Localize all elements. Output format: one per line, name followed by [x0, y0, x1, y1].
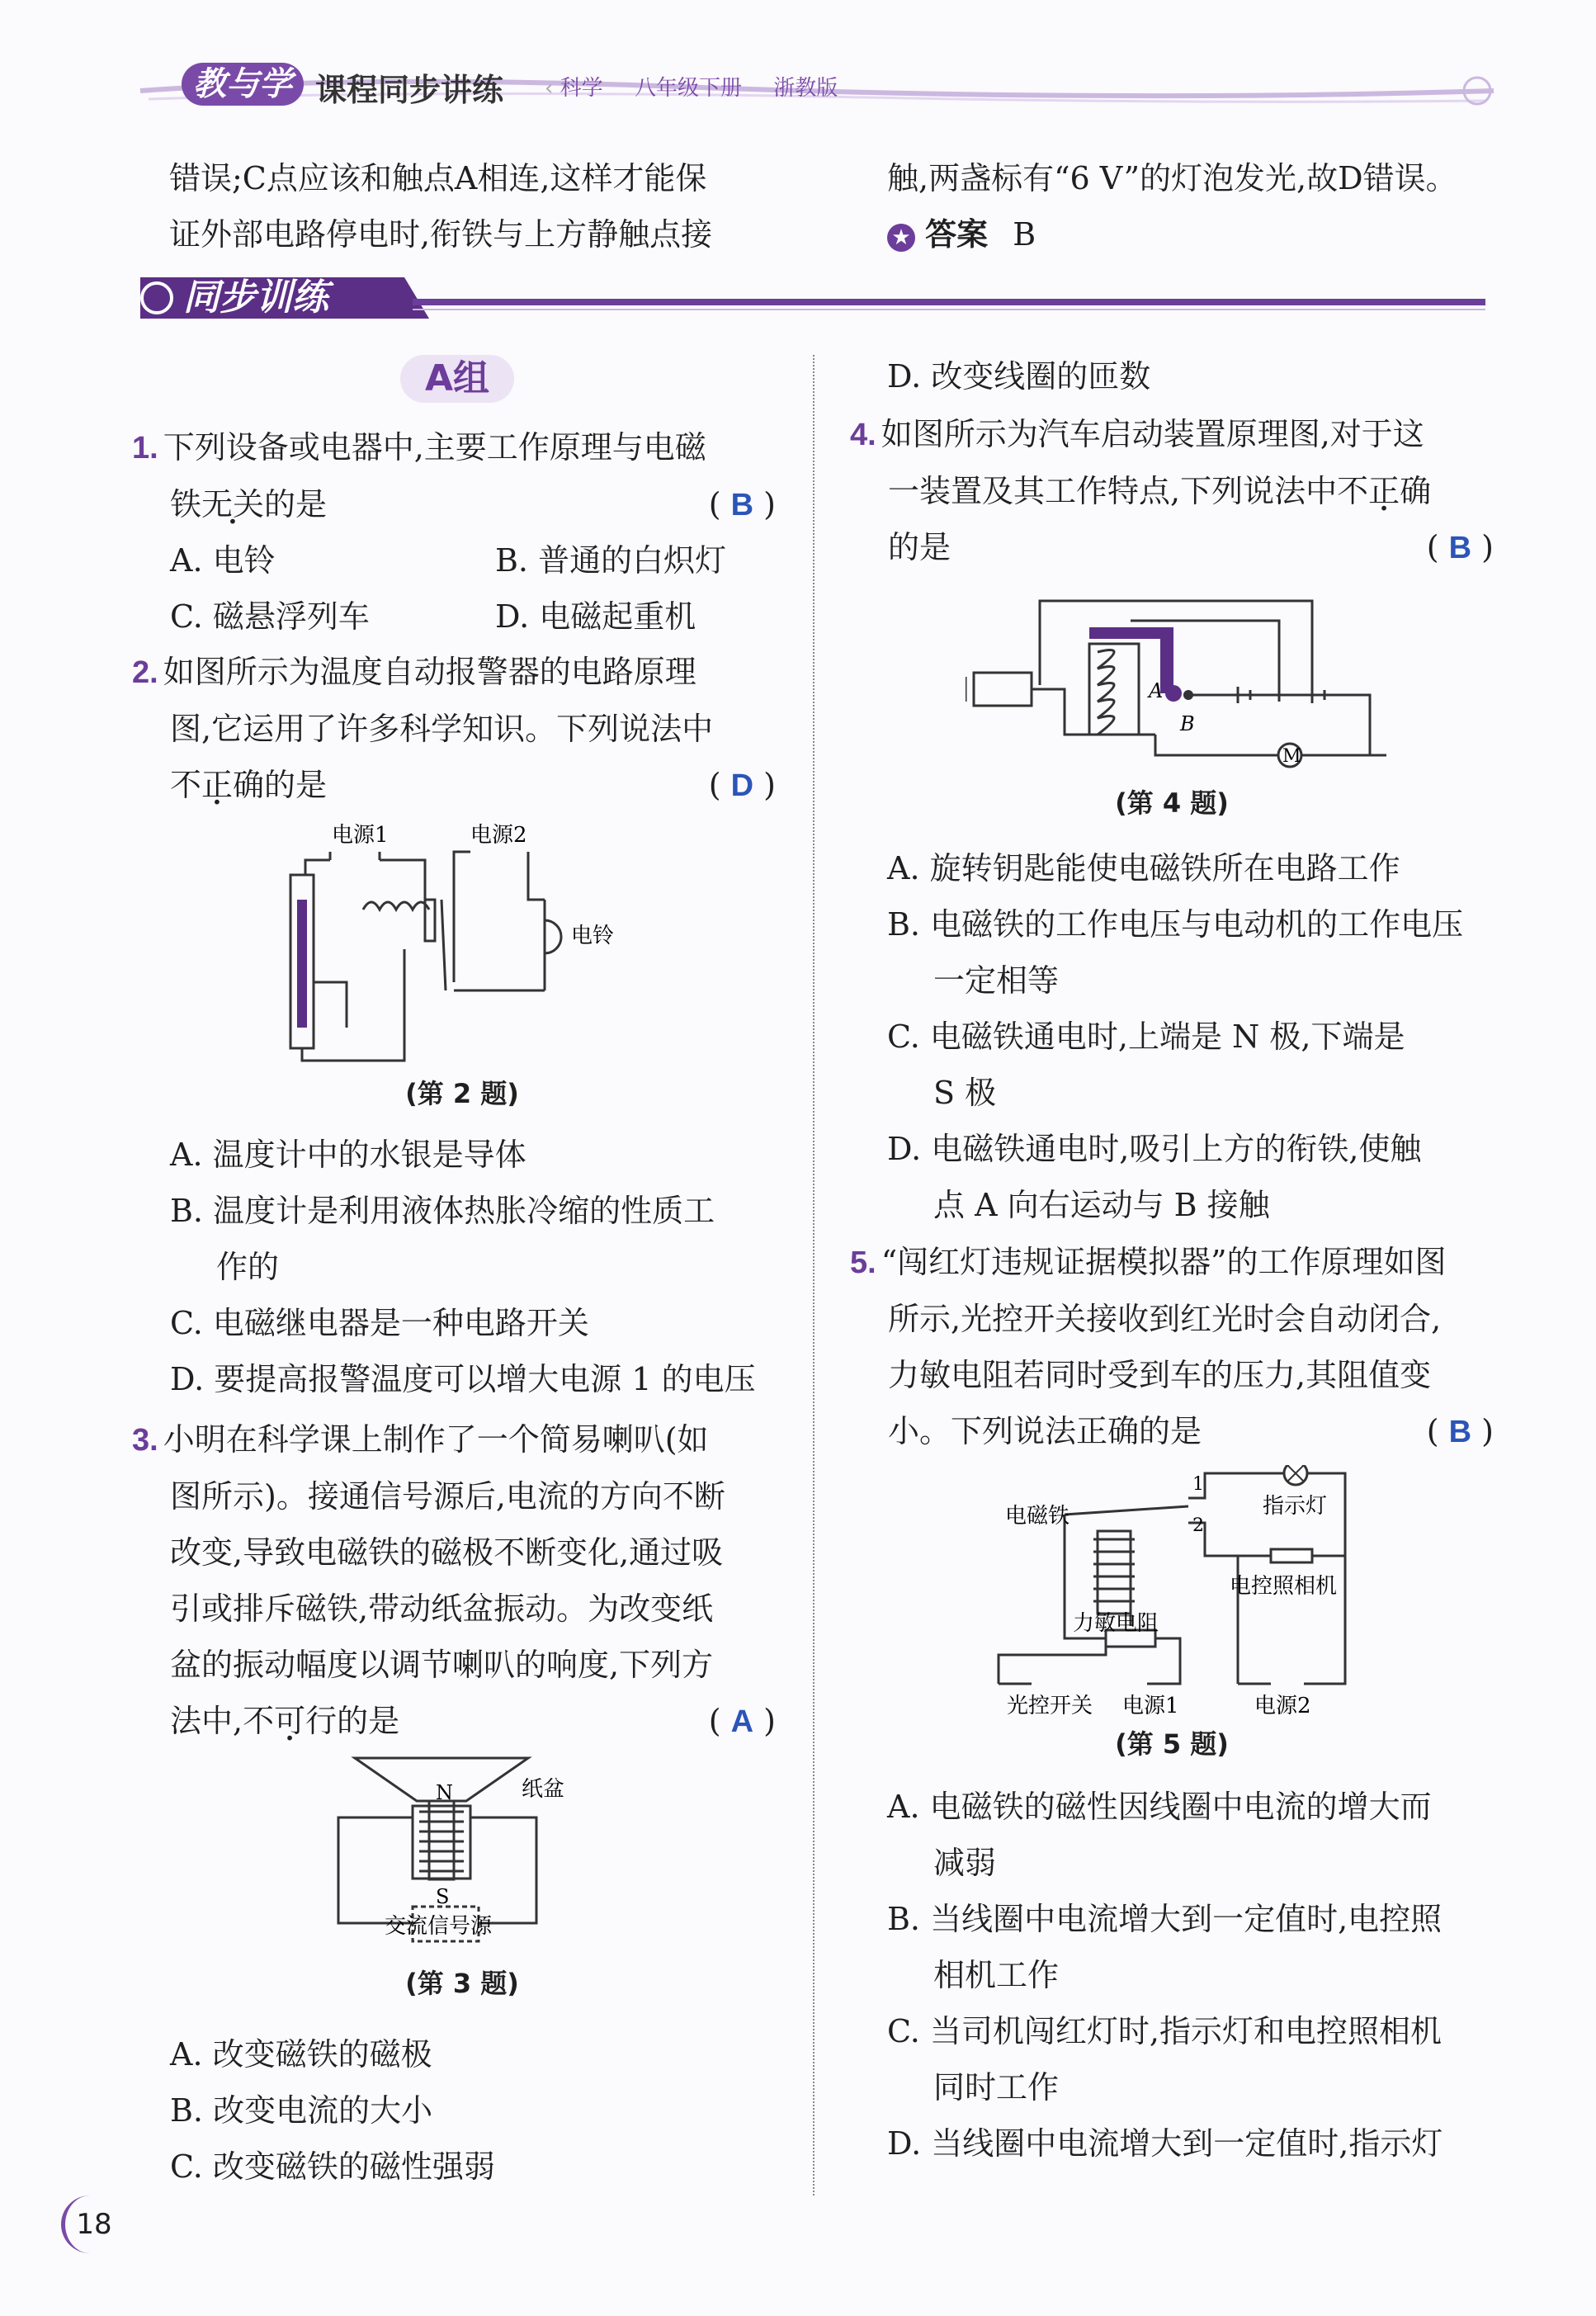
- q4-fig-motor: M: [1282, 746, 1301, 767]
- intro-left-line1: 错误;C点应该和触点A相连,这样才能保: [169, 160, 707, 196]
- group-title: A组: [400, 355, 514, 403]
- q5-line4: 小。下列说法正确的是: [888, 1413, 1202, 1449]
- q2-answer-paren: ( D ): [708, 767, 776, 803]
- q5-option-c-cont: 同时工作: [933, 2069, 1060, 2106]
- q5-options: [887, 1779, 1514, 2172]
- section-banner-bar: [132, 272, 1502, 324]
- q5-fig-lamp: 指示灯: [1263, 1494, 1328, 1519]
- q4-option-b-cont: 一定相等: [933, 962, 1060, 999]
- q2-stem-line3: [132, 757, 776, 813]
- q4-stem-line2: [850, 463, 1494, 519]
- q2-line3-post: 的是: [264, 767, 328, 803]
- q4-options: [887, 840, 1514, 1233]
- q3-answer: A: [730, 1704, 754, 1739]
- q3-figure: [330, 1750, 611, 1956]
- q3-stem-line6: [132, 1693, 776, 1749]
- q4-option-d-cont: 点 A 向右运动与 B 接触: [933, 1187, 1270, 1223]
- q4-option-c: C. 电磁铁通电时,上端是 N 极,下端是: [887, 1019, 1405, 1055]
- q1-line2-post: 的是: [264, 486, 328, 522]
- question-4: [850, 406, 1494, 575]
- q3-line3: 改变,导致电磁铁的磁极不断变化,通过吸: [170, 1534, 724, 1571]
- q5-figure: [990, 1465, 1370, 1721]
- q1-line2-pre: 铁: [170, 486, 202, 522]
- column-divider: [813, 355, 815, 2195]
- q4-caption: (第 4 题): [1115, 787, 1229, 819]
- q3-options: [170, 2026, 781, 2195]
- q2-fig-source2: 电源2: [470, 823, 527, 848]
- q3-caption: (第 3 题): [405, 1968, 519, 1999]
- q1-option-b: B. 普通的白炽灯: [495, 542, 727, 579]
- q4-line3: 的是: [888, 529, 951, 565]
- q5-option-c: C. 当司机闯红灯时,指示灯和电控照相机: [887, 2013, 1442, 2049]
- q3-fig-north: N: [436, 1781, 453, 1804]
- q4-answer: B: [1448, 531, 1472, 565]
- q5-line3: 力敏电阻若同时受到车的压力,其阻值变: [888, 1357, 1432, 1393]
- q3-emphasis: 不可行: [243, 1703, 338, 1739]
- q1-option-d: D. 电磁起重机: [495, 598, 696, 635]
- header-edition: 浙教版: [773, 76, 838, 101]
- q5-answer-paren: ( B ): [1426, 1413, 1494, 1449]
- question-2: [132, 644, 776, 813]
- q5-option-b: B. 当线圈中电流增大到一定值时,电控照: [887, 1901, 1443, 1937]
- q2-option-c: C. 电磁继电器是一种电路开关: [170, 1305, 589, 1341]
- q5-fig-camera: 电控照相机: [1230, 1574, 1338, 1599]
- intro-answer-value: B: [1013, 216, 1036, 253]
- q2-option-b-cont: 作的: [216, 1249, 280, 1285]
- q2-line2: 图,它运用了许多科学知识。下列说法中: [170, 711, 714, 747]
- q5-fig-source2: 电源2: [1254, 1694, 1311, 1718]
- q2-fig-source1: 电源1: [332, 823, 389, 848]
- q2-number: 2.: [132, 655, 158, 690]
- q3-line4: 引或排斥磁铁,带动纸盆振动。为改变纸: [170, 1590, 714, 1627]
- brand-logo: 教与学: [182, 63, 304, 106]
- q4-figure: [966, 578, 1386, 776]
- q5-fig-contact2: 2: [1192, 1515, 1204, 1536]
- header-subject: 科学: [560, 76, 603, 101]
- q4-answer-paren: ( B ): [1426, 529, 1494, 565]
- q3-option-d-col: [887, 348, 1514, 404]
- q4-fig-contact-a: A: [1149, 679, 1164, 702]
- q5-line1: “闯红灯违规证据模拟器”的工作原理如图: [881, 1244, 1447, 1280]
- section-banner: [132, 272, 1502, 324]
- intro-right-line1: 触,两盏标有“6 V”的灯泡发光,故D错误。: [887, 160, 1457, 196]
- question-3: [132, 1411, 776, 1749]
- q5-stem-line1: [850, 1234, 1494, 1291]
- q2-line1: 如图所示为温度自动报警器的电路原理: [163, 654, 696, 690]
- question-1: [132, 419, 776, 645]
- q2-caption: (第 2 题): [405, 1078, 519, 1109]
- q3-line6-post: 的是: [337, 1703, 400, 1739]
- q1-option-c: C. 磁悬浮列车: [170, 598, 370, 635]
- q1-options-row2: [132, 588, 776, 645]
- q3-option-b: B. 改变电流的大小: [170, 2092, 433, 2129]
- q1-emphasis: 无关: [201, 486, 265, 522]
- q5-line2: 所示,光控开关接收到红光时会自动闭合,: [888, 1301, 1442, 1337]
- q4-emphasis: 不正确: [1337, 473, 1432, 509]
- q5-fig-switch: 光控开关: [1007, 1694, 1093, 1718]
- page-number: [61, 2195, 123, 2253]
- q5-option-a: A. 电磁铁的磁性因线圈中电流的增大而: [887, 1789, 1432, 1825]
- intro-answer: [887, 206, 1514, 262]
- q2-option-a: A. 温度计中的水银是导体: [170, 1137, 526, 1173]
- q4-stem-line1: [850, 406, 1494, 463]
- q1-number: 1.: [132, 431, 158, 466]
- q3-stem-line1: [132, 1411, 776, 1468]
- q4-option-a: A. 旋转钥匙能使电磁铁所在电路工作: [887, 850, 1400, 886]
- q5-fig-source1: 电源1: [1122, 1694, 1179, 1718]
- question-5: [850, 1234, 1494, 1459]
- q1-answer: B: [730, 488, 754, 522]
- q3-line5: 盆的振动幅度以调节喇叭的响度,下列方: [170, 1647, 714, 1683]
- q5-option-a-cont: 减弱: [933, 1845, 997, 1881]
- page-header: [124, 58, 1510, 116]
- q3-fig-south: S: [436, 1885, 450, 1908]
- q1-option-a: A. 电铃: [170, 542, 276, 579]
- intro-right: [887, 150, 1514, 262]
- q5-answer: B: [1448, 1415, 1472, 1449]
- q2-stem-line1: [132, 644, 776, 701]
- q3-option-c: C. 改变磁铁的磁性强弱: [170, 2148, 495, 2185]
- q4-option-c-cont: S 极: [933, 1075, 997, 1111]
- q4-option-d: D. 电磁铁通电时,吸引上方的衔铁,使触: [887, 1131, 1422, 1167]
- q3-fig-cone: 纸盆: [522, 1777, 565, 1802]
- q1-stem-line2: [132, 476, 776, 532]
- section-title: 同步训练: [183, 277, 328, 319]
- q1-line1: 下列设备或电器中,主要工作原理与电磁: [163, 429, 706, 466]
- q3-line1: 小明在科学课上制作了一个简易喇叭(如: [163, 1421, 709, 1458]
- q2-options: [170, 1127, 781, 1407]
- q4-stem-line3: [850, 519, 1494, 575]
- header-title: 课程同步讲练: [315, 72, 504, 108]
- q3-fig-source: 交流信号源: [385, 1914, 493, 1939]
- q4-line2-pre: 一装置及其工作特点,下列说法中: [888, 473, 1338, 509]
- page-number-text: 18: [76, 2208, 112, 2241]
- intro-left-line2: 证外部电路停电时,衔铁与上方静触点接: [169, 216, 713, 253]
- q5-option-b-cont: 相机工作: [933, 1957, 1060, 1993]
- q5-caption: (第 5 题): [1115, 1728, 1229, 1760]
- q1-answer-paren: ( B ): [708, 486, 776, 522]
- q5-stem-line4: [850, 1403, 1494, 1459]
- q3-line6-pre: 法中,: [170, 1703, 243, 1739]
- intro-left: [169, 150, 780, 262]
- q1-options-row1: [132, 532, 776, 588]
- q4-line1: 如图所示为汽车启动装置原理图,对于这: [881, 416, 1424, 452]
- q3-answer-paren: ( A ): [708, 1703, 776, 1739]
- intro-answer-label: 答案: [925, 216, 989, 253]
- q5-fig-electromagnet: 电磁铁: [1005, 1504, 1070, 1529]
- q4-number: 4.: [850, 418, 876, 452]
- header-meta: ‹ 科学 八年级下册 浙教版: [545, 76, 838, 101]
- q5-fig-contact1: 1: [1192, 1474, 1204, 1495]
- q3-option-d: D. 改变线圈的匝数: [887, 358, 1151, 395]
- header-grade: 八年级下册: [634, 76, 742, 101]
- q3-option-a: A. 改变磁铁的磁极: [170, 2036, 432, 2073]
- q5-number: 5.: [850, 1245, 876, 1280]
- q5-fig-resistor: 力敏电阻: [1073, 1611, 1159, 1636]
- q2-option-b: B. 温度计是利用液体热胀冷缩的性质工: [170, 1193, 715, 1229]
- q5-option-d: D. 当线圈中电流增大到一定值时,指示灯: [887, 2125, 1443, 2162]
- q2-answer: D: [730, 768, 754, 803]
- q4-fig-contact-b: B: [1180, 712, 1195, 735]
- q2-option-d: D. 要提高报警温度可以增大电源 1 的电压: [170, 1361, 756, 1397]
- q2-figure: [281, 817, 644, 1065]
- q3-number: 3.: [132, 1423, 158, 1458]
- q4-option-b: B. 电磁铁的工作电压与电动机的工作电压: [887, 906, 1464, 943]
- star-icon: ★: [887, 224, 915, 252]
- q3-line2: 图所示)。接通信号源后,电流的方向不断: [170, 1478, 725, 1515]
- q2-emphasis: 不正确: [170, 767, 265, 803]
- q2-fig-bell: 电铃: [571, 924, 615, 948]
- q1-stem-line1: [132, 419, 776, 476]
